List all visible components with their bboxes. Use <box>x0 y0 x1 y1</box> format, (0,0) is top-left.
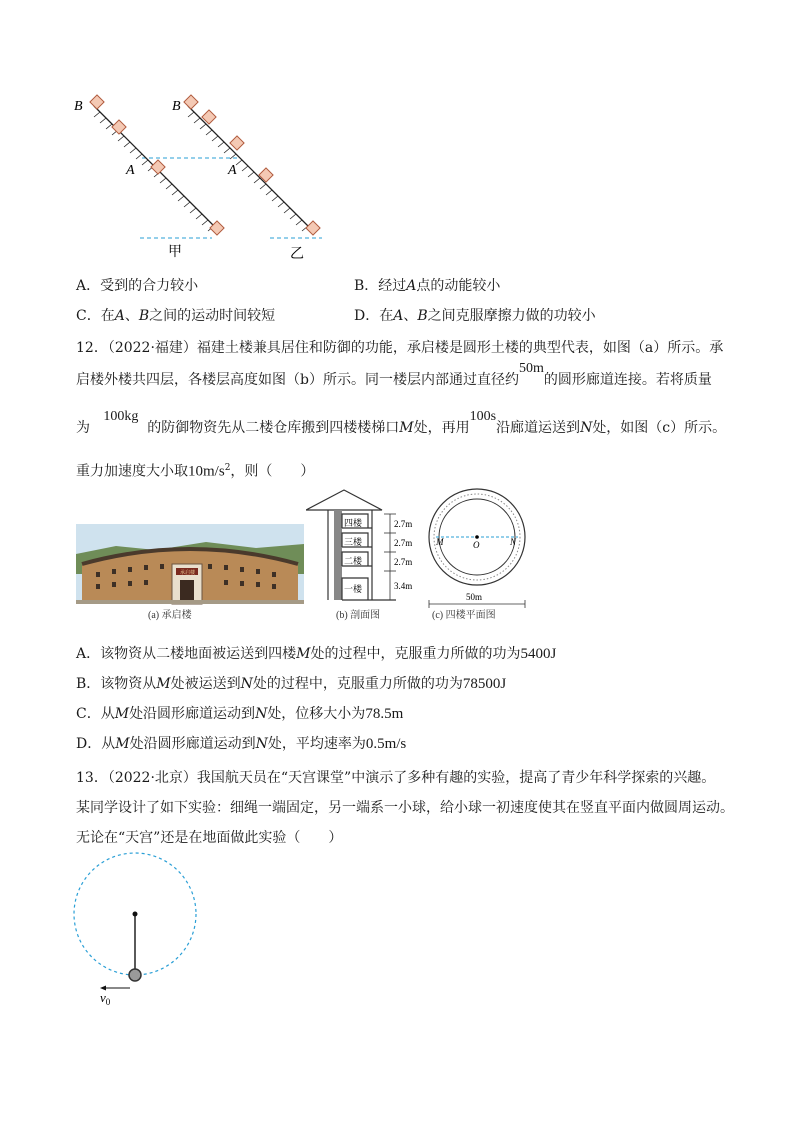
height-2: 2.7m <box>394 557 413 567</box>
plan-diameter: 50m <box>466 592 483 602</box>
q13-line-2: 某同学设计了如下实验：细绳一端固定，另一端系一小球，给小球一初速度使其在竖直平面内做圆周运动。 <box>76 800 734 816</box>
chengqi-building-photo <box>76 524 304 622</box>
floor-1-label: 一楼 <box>344 584 363 594</box>
floor-4-label: 四楼 <box>344 518 363 528</box>
floor-2-label: 二楼 <box>344 556 363 566</box>
diameter-value: 50m <box>518 361 544 376</box>
q11-option-c[interactable]: C．在A、B之间的运动时间较短 <box>76 308 276 324</box>
q11-option-d[interactable]: D．在A、B之间克服摩擦力做的功较小 <box>354 308 596 324</box>
mass-value: 100kg <box>103 409 139 424</box>
ball <box>129 969 141 981</box>
q12-option-b[interactable]: B．该物资从M处被运送到N处的过程中，克服重力所做的功为78500J <box>76 676 507 692</box>
building-sign: 承启楼 <box>180 571 196 576</box>
plan-m-label: M <box>436 537 444 547</box>
q12-line-4: 重力加速度大小取$10m/s^2$，则（ ） <box>76 463 315 480</box>
q12-line-1: 12．（2022·福建）福建土楼兼具居住和防御的功能，承启楼是圆形土楼的典型代表，如图（a）所示。承 <box>76 340 724 356</box>
fig-b-caption: (b) 剖面图 <box>336 610 381 621</box>
q13-line-3: 无论在“天宫”还是在地面做此实验（ ） <box>76 830 343 846</box>
fig-c-caption: (c) 四楼平面图 <box>432 610 496 621</box>
slopes-figure <box>60 88 360 268</box>
gravity-value: 10m/s <box>188 463 225 480</box>
v0-label: $v_0$ <box>100 990 111 1007</box>
label-b-left: B <box>74 99 83 114</box>
height-3: 2.7m <box>394 538 413 548</box>
circular-motion-figure <box>68 850 208 1010</box>
height-1: 3.4m <box>394 581 413 591</box>
caption-yi: 乙 <box>290 247 304 262</box>
q12-option-a[interactable]: A．该物资从二楼地面被运送到四楼M处的过程中，克服重力所做的功为5400J <box>76 646 557 662</box>
q13-line-1: 13．（2022·北京）我国航天员在“天宫课堂”中演示了多种有趣的实验，提高了青少年科学探索的兴趣。 <box>76 770 716 786</box>
q11-option-a[interactable]: A．受到的合力较小 <box>76 278 199 294</box>
q12-line-2: 启楼外楼共四层，各楼层高度如图（b）所示。同一楼层内部通过直径约50m的圆形廊道连接。若将质量 <box>76 361 712 388</box>
label-a-right: A <box>228 163 237 178</box>
q12-option-d[interactable]: D．从M处沿圆形廊道运动到N处，平均速率为0.5m/s <box>76 736 407 752</box>
caption-jia: 甲 <box>168 245 182 260</box>
label-a-left: A <box>126 163 135 178</box>
section-diagram <box>306 488 422 624</box>
label-b-right: B <box>172 99 181 114</box>
fig-a-caption: (a) 承启楼 <box>148 610 192 621</box>
q12-option-c[interactable]: C．从M处沿圆形廊道运动到N处，位移大小为78.5m <box>76 706 404 722</box>
plan-o-label: O <box>473 540 480 550</box>
plan-n-label: N <box>510 537 517 547</box>
floor-3-label: 三楼 <box>344 537 363 547</box>
q12-line-3: 为 100kg 的防御物资先从二楼仓库搬到四楼楼梯口M处，再用100s沿廊道运送到N处，如图（c）所示。 <box>76 409 727 436</box>
floor-plan-diagram <box>422 486 536 626</box>
height-4: 2.7m <box>394 519 413 529</box>
q11-option-b[interactable]: B．经过A点的动能较小 <box>354 278 501 294</box>
time-value: 100s <box>469 409 497 424</box>
